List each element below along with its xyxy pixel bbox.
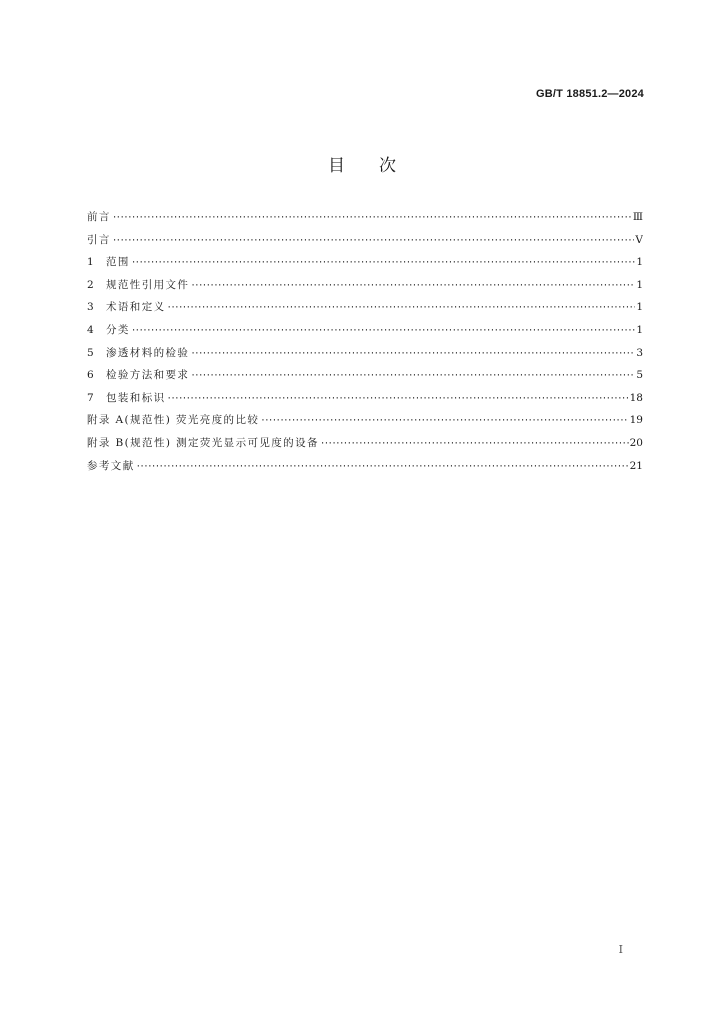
toc-entry-number: 6 <box>87 369 94 382</box>
table-of-contents <box>87 206 643 477</box>
dot-leader <box>167 297 636 319</box>
toc-entry-label: 附录 B(规范性) 测定荧光显示可见度的设备 <box>87 436 319 449</box>
toc-entry-label: 规范性引用文件 <box>106 278 190 291</box>
toc-entry-label: 术语和定义 <box>106 301 166 314</box>
toc-entry-number: 2 <box>87 278 94 291</box>
toc-entry-penetrant-inspection[interactable] <box>87 342 643 365</box>
dot-leader <box>112 230 635 252</box>
dot-leader <box>136 456 629 478</box>
dot-leader <box>260 410 628 432</box>
toc-entry-number: 1 <box>87 256 94 269</box>
toc-entry-page: 1 <box>636 323 643 336</box>
toc-entry-label: 渗透材料的检验 <box>106 346 190 359</box>
toc-entry-page: Ⅲ <box>632 211 643 223</box>
toc-entry-number: 5 <box>87 346 94 359</box>
dot-leader <box>131 252 636 274</box>
dot-leader <box>190 343 635 365</box>
dot-leader <box>167 388 629 410</box>
toc-entry-page: 3 <box>636 346 643 359</box>
toc-entry-page: 1 <box>636 256 643 269</box>
toc-entry-packaging-marking[interactable] <box>87 387 643 410</box>
toc-entry-terms-definitions[interactable] <box>87 296 643 319</box>
toc-entry-test-methods[interactable] <box>87 364 643 387</box>
dot-leader <box>112 207 632 229</box>
toc-entry-page: Ⅴ <box>635 233 643 246</box>
toc-entry-label: 包装和标识 <box>106 391 166 404</box>
toc-entry-number: 4 <box>87 323 94 336</box>
dot-leader <box>190 365 635 387</box>
toc-entry-number: 7 <box>87 391 94 404</box>
page-title: 目次 <box>328 156 430 176</box>
toc-entry-annex-b[interactable] <box>87 432 643 455</box>
toc-entry-page: 5 <box>636 369 643 382</box>
standard-number: GB/T 18851.2—2024 <box>536 88 644 100</box>
toc-entry-foreword[interactable] <box>87 206 643 229</box>
toc-entry-page: 19 <box>629 414 643 427</box>
toc-entry-label: 参考文献 <box>87 459 135 472</box>
toc-entry-page: 1 <box>636 278 643 291</box>
toc-entry-classification[interactable] <box>87 319 643 342</box>
toc-entry-label: 检验方法和要求 <box>106 369 190 382</box>
toc-entry-label: 引言 <box>87 233 111 246</box>
toc-entry-annex-a[interactable] <box>87 409 643 432</box>
toc-entry-bibliography[interactable] <box>87 455 643 478</box>
page-number: I <box>618 943 623 956</box>
toc-entry-page: 21 <box>629 459 643 472</box>
toc-entry-page: 1 <box>636 301 643 314</box>
toc-entry-normative-references[interactable] <box>87 274 643 297</box>
toc-entry-scope[interactable] <box>87 251 643 274</box>
toc-entry-page: 20 <box>629 436 643 449</box>
dot-leader <box>190 275 635 297</box>
toc-entry-label: 范围 <box>106 256 130 269</box>
toc-entry-number: 3 <box>87 301 94 314</box>
toc-entry-page: 18 <box>629 391 643 404</box>
toc-entry-label: 附录 A(规范性) 荧光亮度的比较 <box>87 414 260 427</box>
dot-leader <box>131 320 636 342</box>
toc-entry-introduction[interactable] <box>87 229 643 252</box>
toc-entry-label: 前言 <box>87 211 111 223</box>
dot-leader <box>320 433 629 455</box>
toc-entry-label: 分类 <box>106 323 130 336</box>
